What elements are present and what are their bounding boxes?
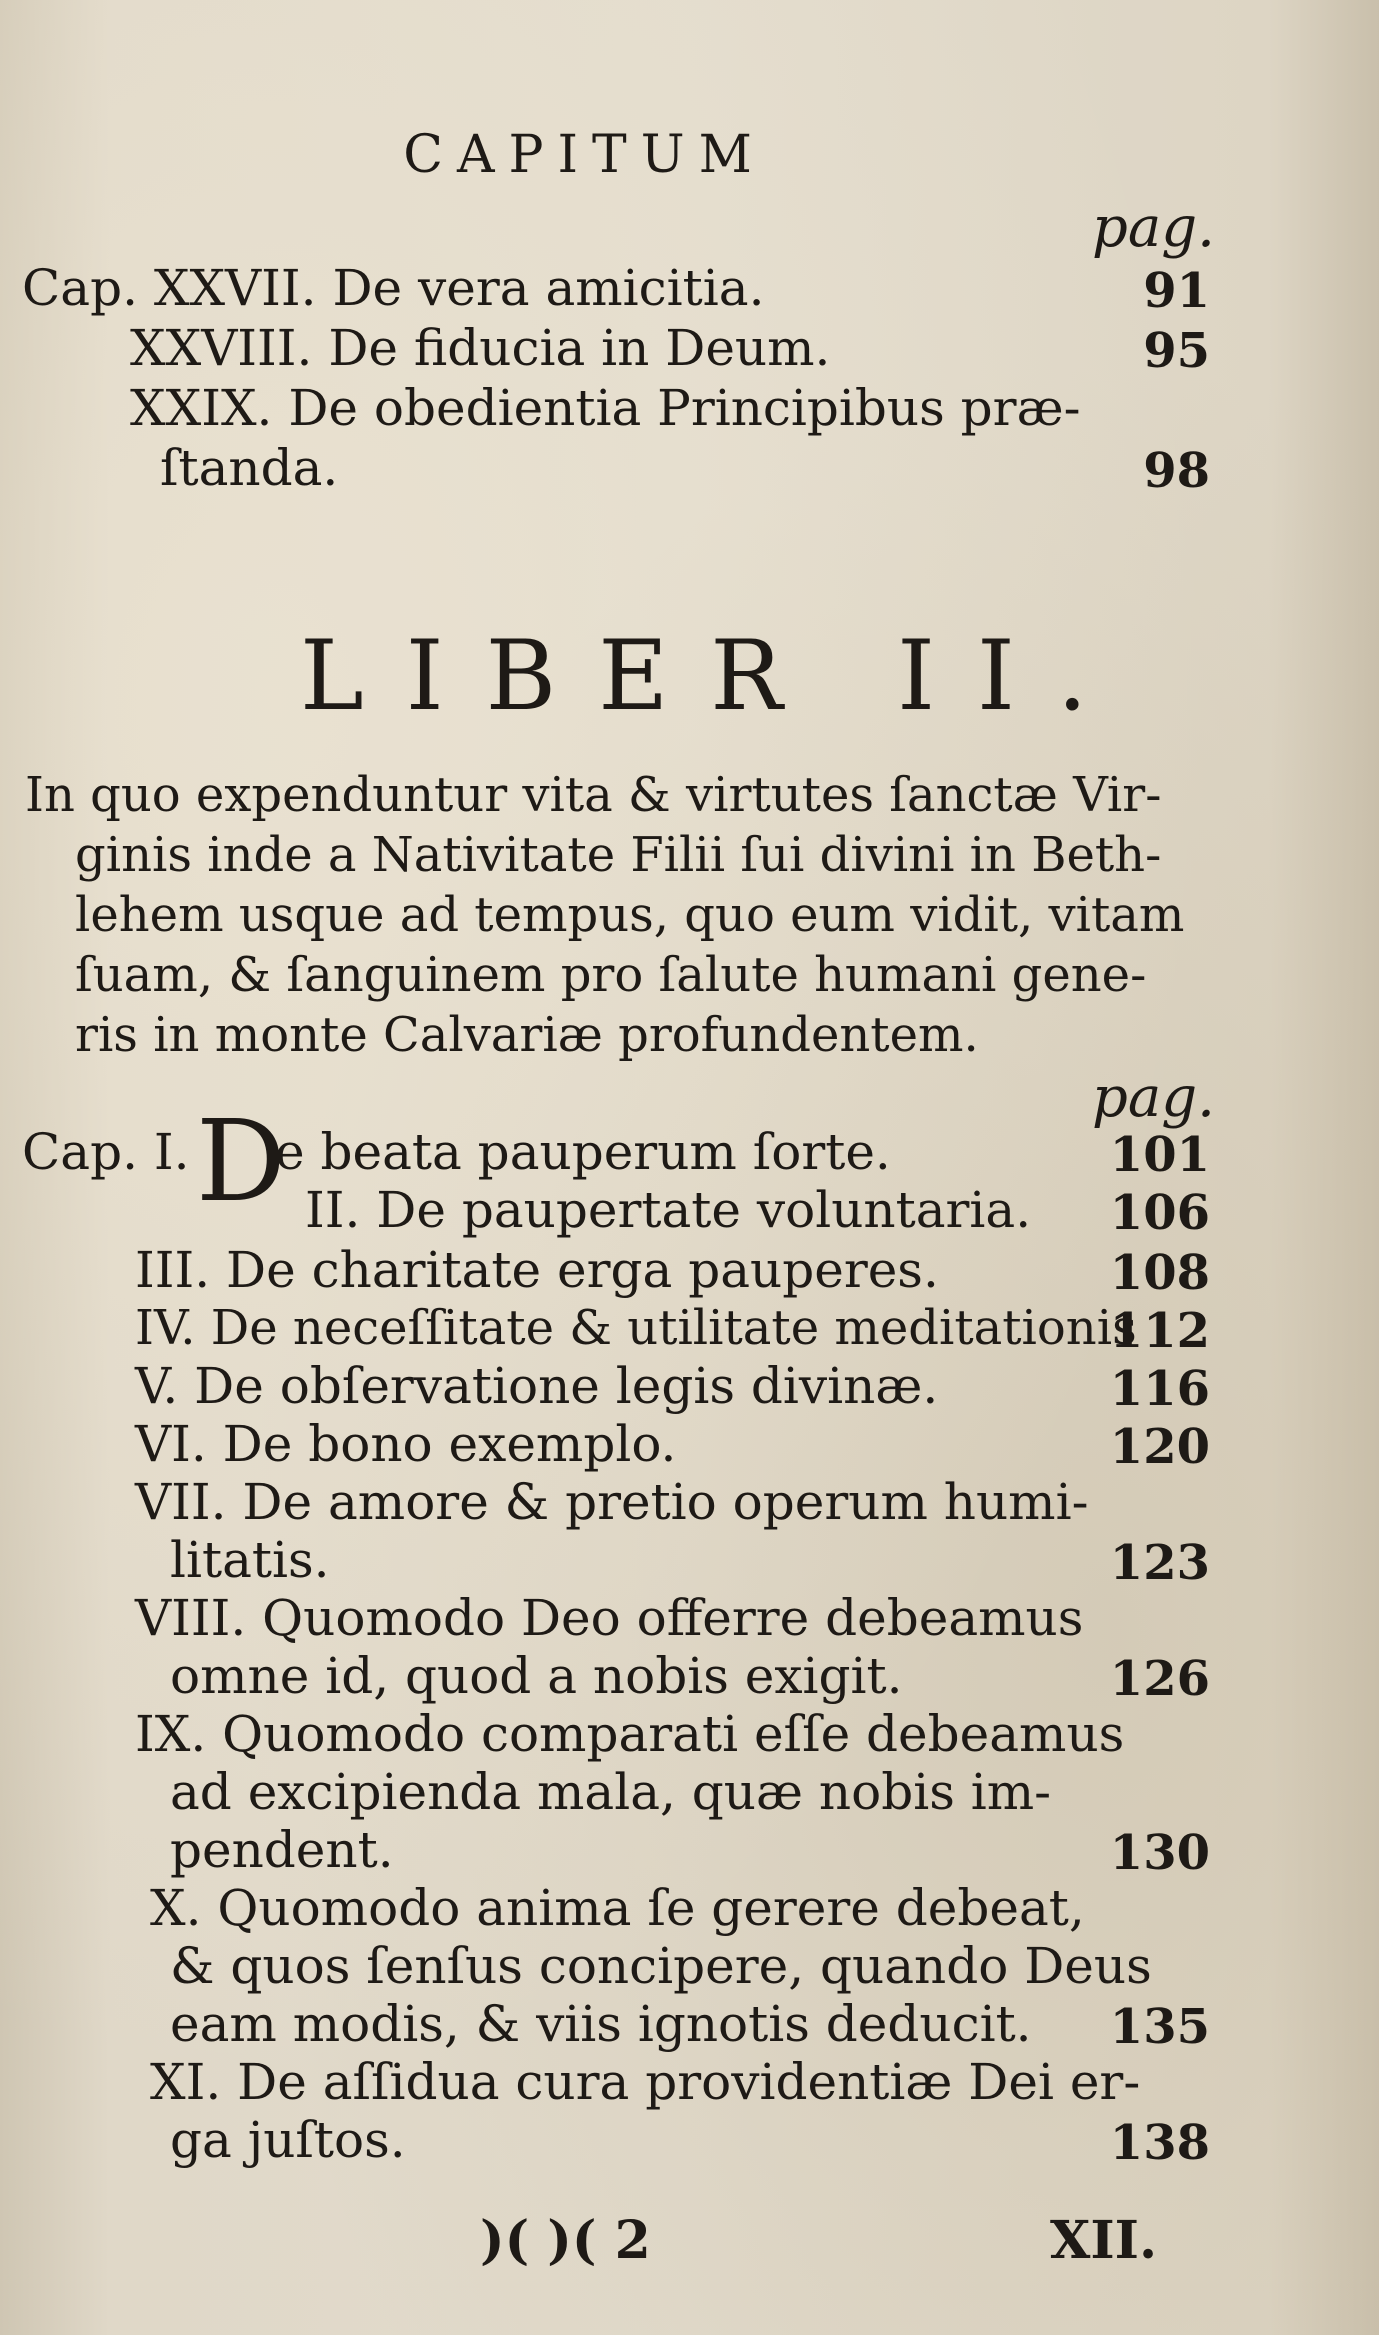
drop-capital: D [196, 1097, 286, 1227]
toc-entry-text-cont: & quos ſenſus concipere, quando Deus [170, 1937, 1152, 1995]
toc-entry-text-cont: omne id, quod a nobis exigit. [170, 1647, 903, 1705]
toc-entry-text: X. Quomodo anima ſe gerere debeat, [150, 1879, 1085, 1937]
running-head: CAPITUM [403, 125, 766, 185]
toc-entry-page: 116 [1109, 1361, 1210, 1417]
toc-entry-text: Cap. XXVII. De vera amicitia. [22, 259, 765, 317]
toc-entry-text: II. De paupertate voluntaria. [305, 1181, 1032, 1239]
toc-entry-page: 138 [1109, 2115, 1210, 2171]
toc-entry-page: 101 [1109, 1127, 1210, 1183]
toc-entry-text-cont: ga juſtos. [170, 2111, 406, 2169]
toc-entry-text: III. De charitate erga pauperes. [135, 1241, 939, 1299]
toc-entry-page: 108 [1109, 1245, 1210, 1301]
toc-entry-text-cont: eam modis, & viis ignotis deducit. [170, 1995, 1032, 2053]
toc-entry-page: 123 [1109, 1535, 1210, 1591]
toc-entry-text-cont: pendent. [170, 1821, 394, 1879]
toc-entry-text: XXVIII. De fiducia in Deum. [130, 319, 831, 377]
cap1-prefix: Cap. I. [22, 1123, 190, 1181]
catchword: XII. [1050, 2210, 1158, 2271]
toc-entry-page: 98 [1143, 443, 1210, 499]
intro-line: ſuam, & ſanguinem pro ſalute humani gene- [75, 947, 1147, 1003]
toc-entry-page: 95 [1143, 323, 1210, 379]
pag-label: pag. [1092, 195, 1215, 260]
pag-label: pag. [1092, 1065, 1215, 1130]
toc-entry-page: 130 [1109, 1825, 1210, 1881]
toc-entry-text: VI. De bono exemplo. [135, 1415, 677, 1473]
toc-entry-text: IX. Quomodo comparati eſſe debeamus [135, 1705, 1125, 1763]
toc-entry-text: VIII. Quomodo Deo offerre debeamus [135, 1589, 1084, 1647]
toc-entry-page: 106 [1109, 1185, 1210, 1241]
toc-entry-text: V. De obſervatione legis divinæ. [135, 1357, 939, 1415]
toc-entry-text: e beata pauperum ſorte. [275, 1123, 891, 1181]
toc-entry-text-cont: litatis. [170, 1531, 330, 1589]
toc-entry-text: IV. De neceſſitate & utilitate meditationis [135, 1300, 1137, 1356]
toc-entry-page: 120 [1109, 1419, 1210, 1475]
toc-entry-text: XI. De aſſidua cura providentiæ Dei er- [150, 2053, 1141, 2111]
liber-title: LIBER II. [300, 620, 1130, 732]
intro-line: lehem usque ad tempus, quo eum vidit, vitam [75, 887, 1185, 943]
intro-line: ginis inde a Nativitate Filii ſui divini in Beth- [75, 827, 1162, 883]
toc-entry-page: 112 [1109, 1303, 1210, 1359]
signature-mark: )( )( 2 [480, 2210, 651, 2271]
toc-entry-text: XXIX. De obedientia Principibus præ- [130, 379, 1081, 437]
toc-entry-text-cont: ad excipienda mala, quæ nobis im- [170, 1763, 1052, 1821]
toc-entry-page: 91 [1143, 263, 1210, 319]
toc-entry-page: 135 [1109, 1999, 1210, 2055]
intro-line: ris in monte Calvariæ profundentem. [75, 1007, 979, 1063]
intro-line: In quo expenduntur vita & virtutes ſanctæ Vir- [25, 767, 1162, 823]
toc-entry-page: 126 [1109, 1651, 1210, 1707]
toc-entry-text-cont: ſtanda. [160, 439, 339, 497]
toc-entry-text: VII. De amore & pretio operum humi- [135, 1473, 1089, 1531]
